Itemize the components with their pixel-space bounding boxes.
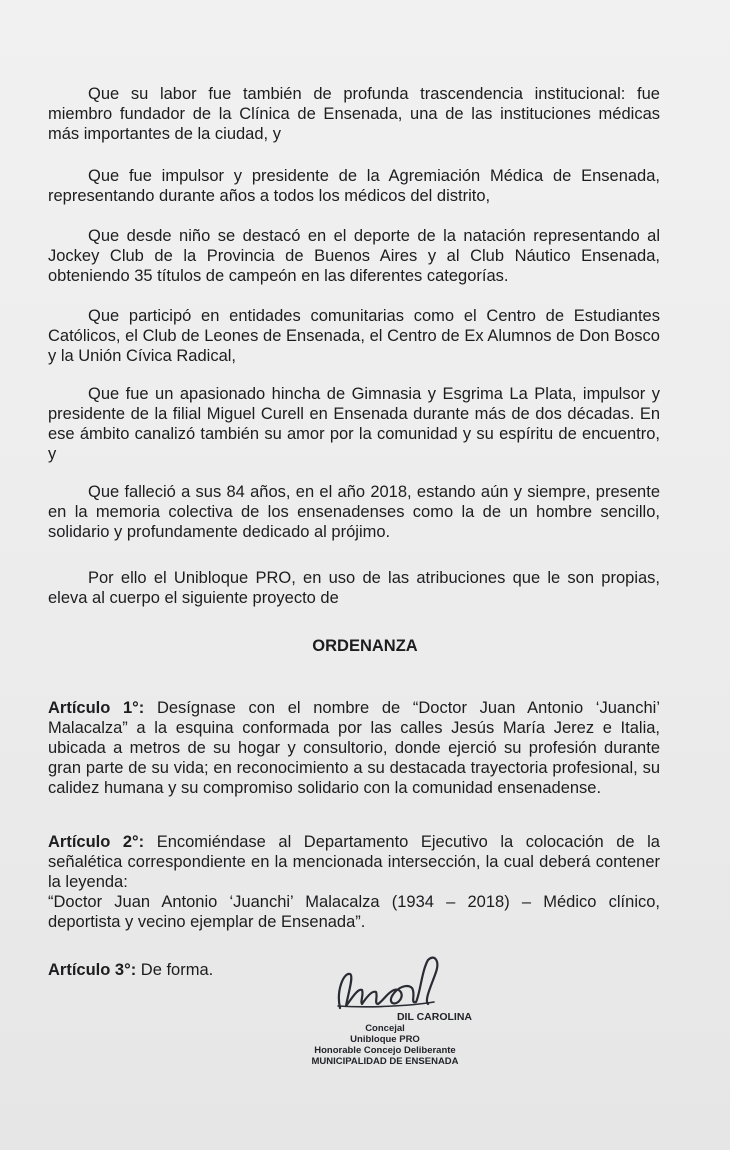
paragraph-entidades: Que participó en entidades comunitarias como el Centro de Estudiantes Católicos, el Club de Leones de Ensenada, el Centro de Ex Alumnos de Don Bosco y la Unión Cívica Radical, <box>48 307 660 365</box>
article-3-label: Artículo 3°: <box>48 961 137 979</box>
stamp-municipality: MUNICIPALIDAD DE ENSENADA <box>311 1056 459 1067</box>
official-stamp <box>290 1012 480 1067</box>
stamp-role: Concejal <box>365 1023 405 1034</box>
article-1 <box>48 698 660 798</box>
stamp-bloc: Unibloque PRO <box>350 1034 420 1045</box>
stamp-body: Honorable Concejo Deliberante <box>314 1045 456 1056</box>
paragraph-natacion: Que desde niño se destacó en el deporte de la natación representando al Jockey Club de la Provincia de Buenos Aires y al Club Náutico Ensenada, obteniendo 35 títulos de campeón en las diferentes categorías. <box>48 227 660 285</box>
article-2 <box>48 832 660 892</box>
article-2-text: Encomiéndase al Departamento Ejecutivo la colocación de la señalética correspondiente en la mencionada intersección, la cual deberá contener la leyenda: <box>48 833 660 891</box>
article-2-label: Artículo 2°: <box>48 833 145 851</box>
ordinance-heading: ORDENANZA <box>312 637 418 655</box>
article-1-label: Artículo 1°: <box>48 699 145 717</box>
article-1-text: Desígnase con el nombre de “Doctor Juan Antonio ‘Juanchi’ Malacalza” a la esquina conformada por las calles Jesús María Jerez e Italia, ubicada a metros de su hogar y consultorio, donde ejerció su profesión durante gran parte de su vida; en reconocimiento a su destacada trayectoria profesional, su calidez humana y su compromiso solidario con la comunidad ensenadense. <box>48 699 660 797</box>
article-2-legend: “Doctor Juan Antonio ‘Juanchi’ Malacalza (1934 – 2018) – Médico clínico, deportista y vecino ejemplar de Ensenada”. <box>48 893 660 931</box>
paragraph-fallecimiento: Que falleció a sus 84 años, en el año 2018, estando aún y siempre, presente en la memoria colectiva de los ensenadenses como la de un hombre sencillo, solidario y profundamente dedicado al prójimo. <box>48 483 660 541</box>
paragraph-clinica: Que su labor fue también de profunda trascendencia institucional: fue miembro fundador de la Clínica de Ensenada, una de las instituciones médicas más importantes de la ciudad, y <box>48 85 660 143</box>
paragraph-agremiacion: Que fue impulsor y presidente de la Agremiación Médica de Ensenada, representando durante años a todos los médicos del distrito, <box>48 167 660 205</box>
stamp-name: DIL CAROLINA <box>396 1011 472 1023</box>
article-3-text: De forma. <box>136 961 214 979</box>
paragraph-gimnasia: Que fue un apasionado hincha de Gimnasia y Esgrima La Plata, impulsor y presidente de la filial Miguel Curell en Ensenada durante más de dos décadas. En ese ámbito canalizó también su amor por la comunidad y su espíritu de encuentro, y <box>48 385 660 463</box>
paragraph-por-ello: Por ello el Unibloque PRO, en uso de las atribuciones que le son propias, eleva al cuerpo el siguiente proyecto de <box>48 569 660 607</box>
